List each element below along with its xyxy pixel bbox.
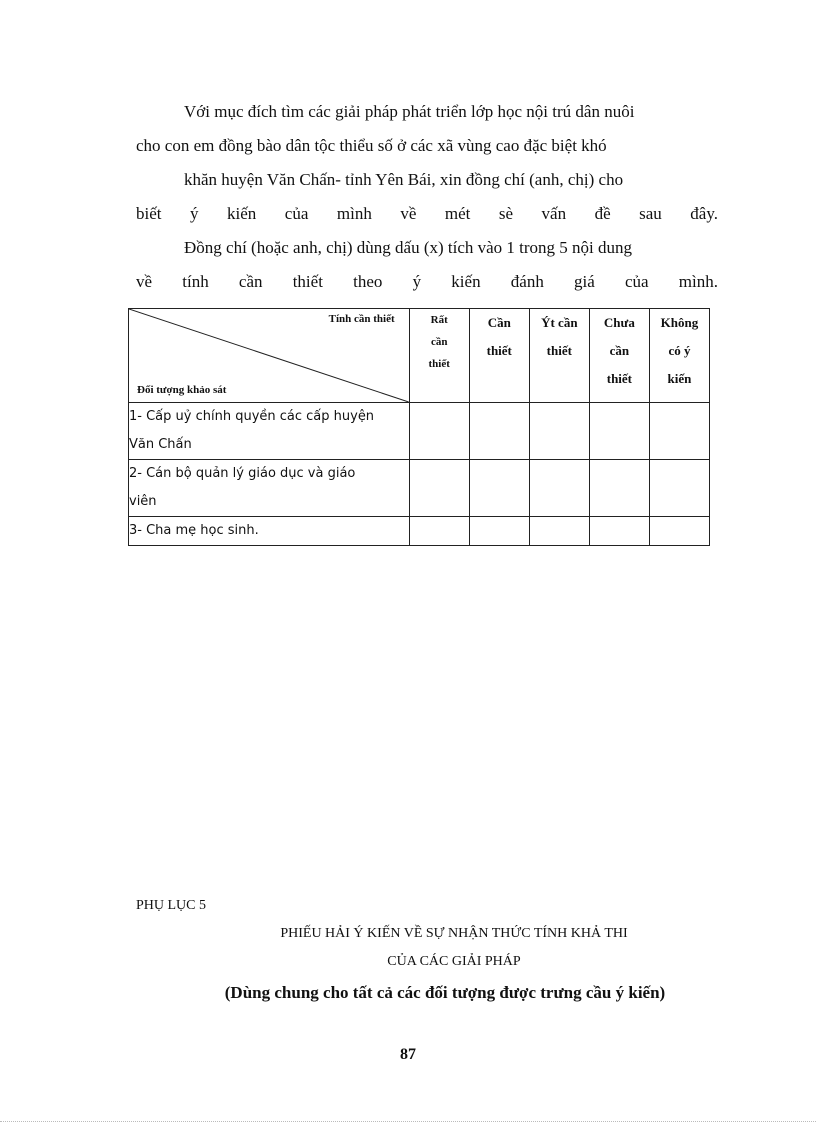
appendix-title-line-1: PHIẾU HẢI Ý KIẾN VỀ SỰ NHẬN THỨC TÍNH KHẢ THI (280, 926, 628, 941)
table-row (129, 403, 710, 460)
instruction-line-2: về tính cần thiết theo ý kiến đánh giá của mình. (136, 272, 718, 291)
answer-cell[interactable] (529, 460, 589, 517)
table-row (129, 517, 710, 546)
intro-line-3: khăn huyện Văn Chấn- tỉnh Yên Bái, xin đồng chí (anh, chị) cho (184, 170, 624, 189)
answer-cell[interactable] (409, 460, 469, 517)
intro-paragraph (136, 95, 718, 299)
column-header-it-can-thiet: Ýt cần thiết (529, 309, 589, 403)
answer-cell[interactable] (469, 517, 529, 546)
answer-cell[interactable] (649, 403, 709, 460)
appendix-subtitle: (Dùng chung cho tất cả các đối tượng được trưng cầu ý kiến) (224, 983, 666, 1002)
answer-cell[interactable] (529, 403, 589, 460)
table-row (129, 460, 710, 517)
page-number: 87 (400, 1046, 416, 1063)
table-header-row (129, 309, 710, 403)
answer-cell[interactable] (649, 517, 709, 546)
column-header-rat-can-thiet: Rất cần thiết (409, 309, 469, 403)
column-header-can-thiet: Cần thiết (469, 309, 529, 403)
row-label-cap-uy: 1- Cấp uỷ chính quyền các cấp huyện Văn Chấn (129, 403, 410, 460)
answer-cell[interactable] (589, 460, 649, 517)
appendix-title-line-2: CỦA CÁC GIẢI PHÁP (387, 954, 521, 969)
column-header-chua-can-thiet: Chưa cần thiết (589, 309, 649, 403)
page-bottom-divider (0, 1121, 816, 1122)
instruction-line-1: Đồng chí (hoặc anh, chị) dùng dấu (x) tích vào 1 trong 5 nội dung (184, 238, 633, 257)
answer-cell[interactable] (589, 403, 649, 460)
table-corner-header (129, 309, 410, 403)
answer-cell[interactable] (409, 517, 469, 546)
row-label-cha-me-hoc-sinh: 3- Cha mẹ học sinh. (129, 517, 410, 546)
answer-cell[interactable] (469, 460, 529, 517)
row-label-can-bo-quan-ly: 2- Cán bộ quản lý giáo dục và giáo viên (129, 460, 410, 517)
answer-cell[interactable] (589, 517, 649, 546)
answer-cell[interactable] (529, 517, 589, 546)
corner-bottom-label: Đối tượng khảo sát (137, 384, 227, 396)
column-header-khong-co-y-kien: Không có ý kiến (649, 309, 709, 403)
corner-top-label: Tính cần thiết (328, 313, 395, 325)
intro-line-2: cho con em đồng bào dân tộc thiểu số ở các xã vùng cao đặc biệt khó (136, 136, 607, 155)
intro-line-1: Với mục đích tìm các giải pháp phát triển lớp học nội trú dân nuôi (184, 102, 635, 121)
answer-cell[interactable] (649, 460, 709, 517)
answer-cell[interactable] (409, 403, 469, 460)
intro-line-4: biết ý kiến của mình về mét sè vấn đề sau đây. (136, 204, 718, 223)
answer-cell[interactable] (469, 403, 529, 460)
appendix-label: PHỤ LỤC 5 (136, 898, 207, 913)
survey-table (128, 308, 710, 546)
